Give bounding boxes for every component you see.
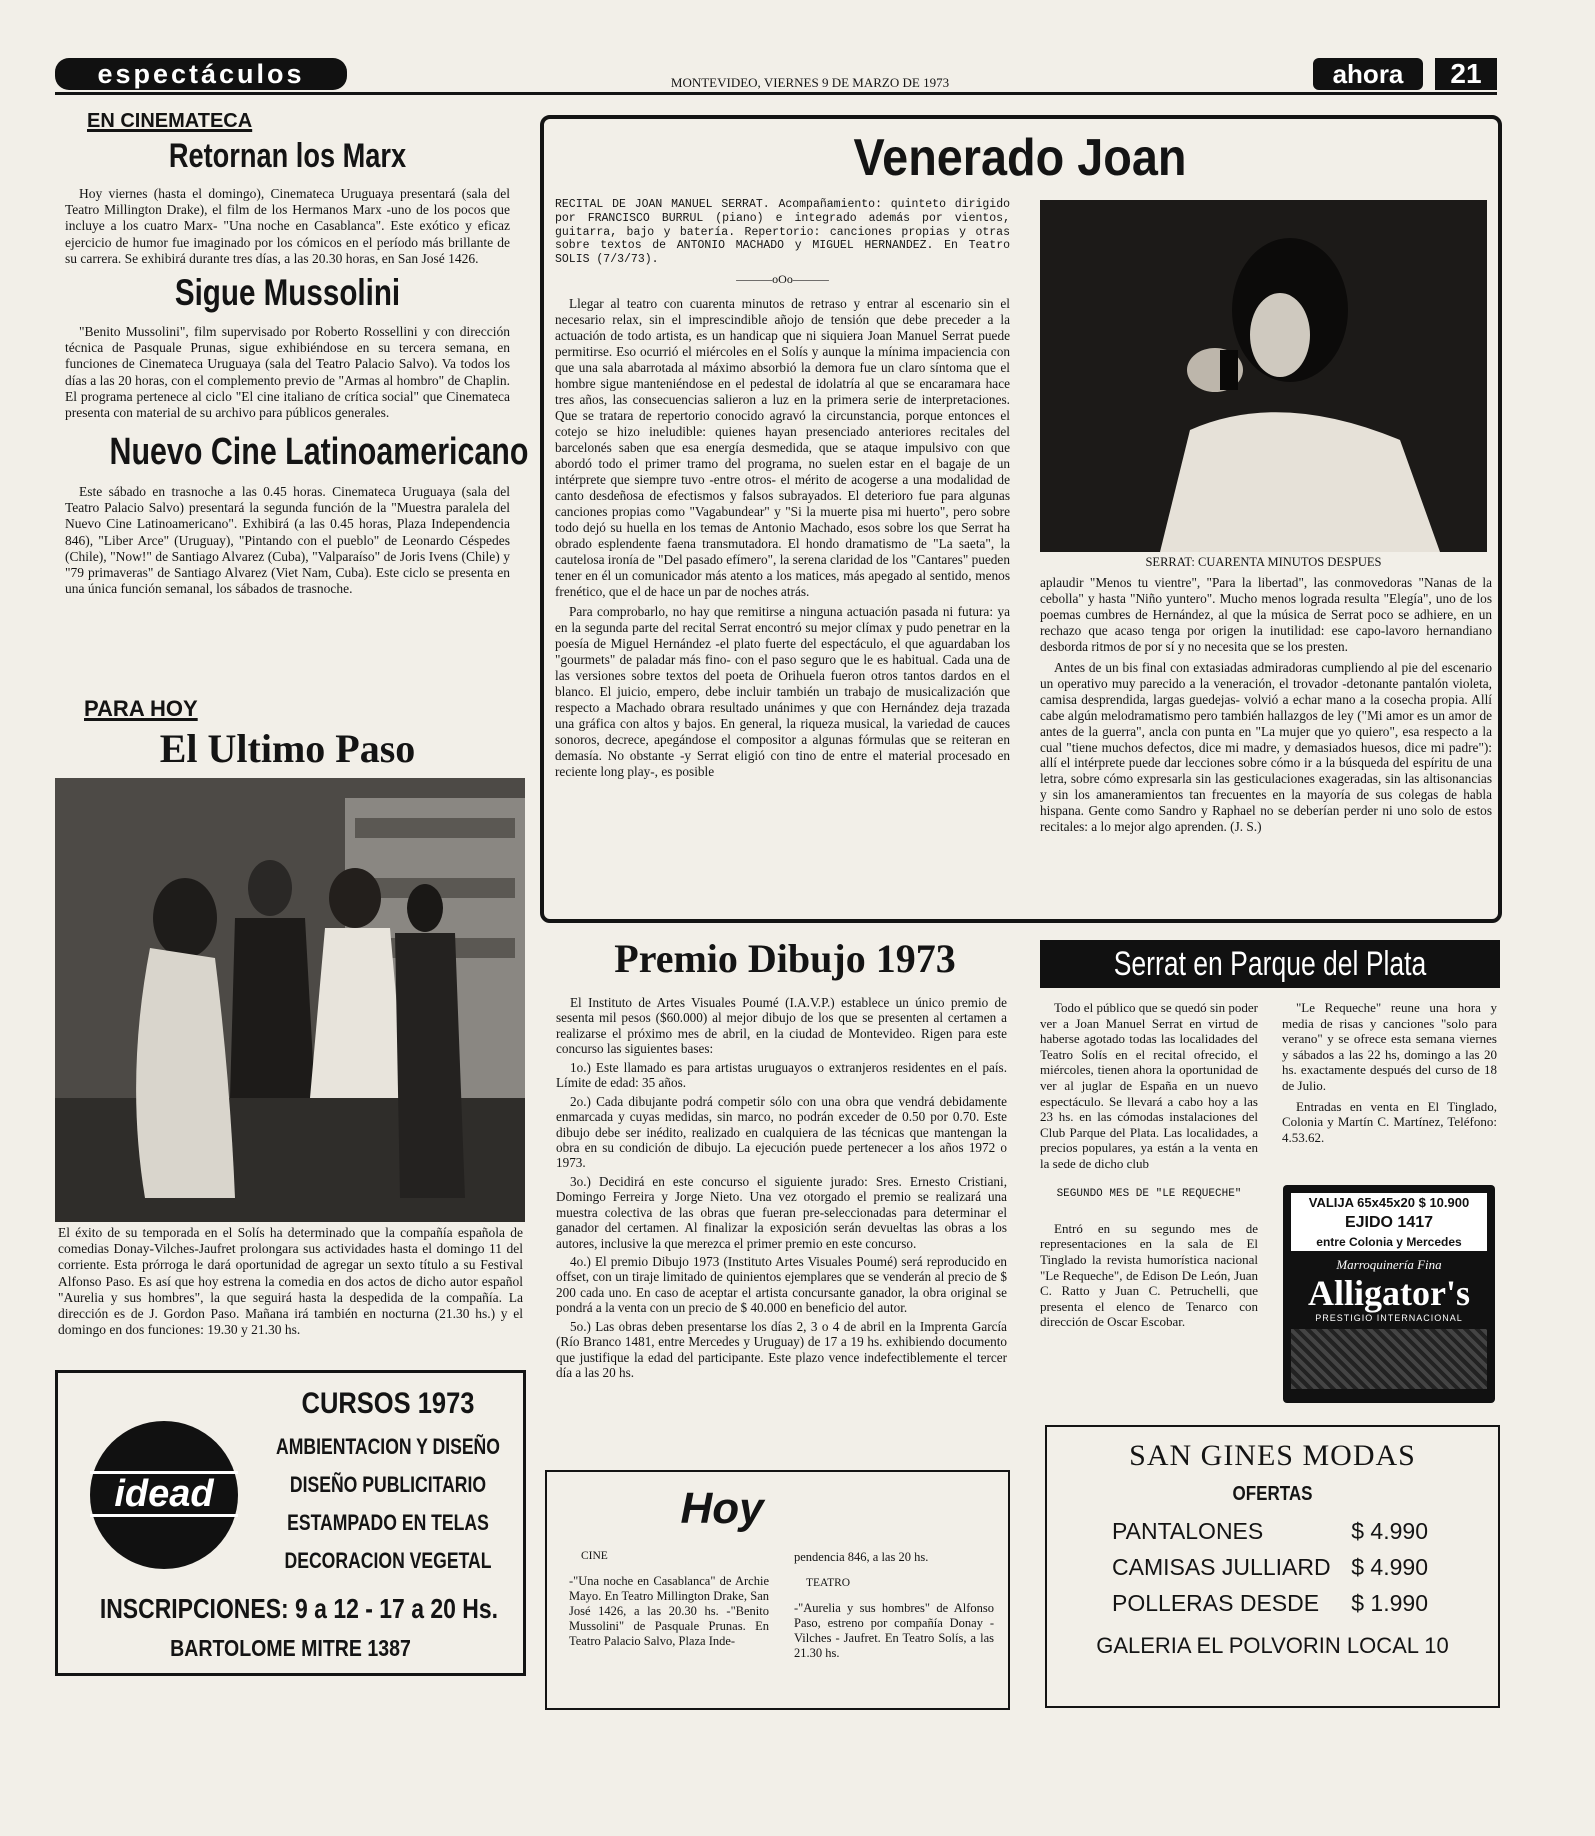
play-caption: [58, 1225, 523, 1343]
alligator-cross-streets: entre Colonia y Mercedes: [1291, 1233, 1487, 1251]
page-number: 21: [1435, 58, 1497, 90]
parque-banner: [1040, 940, 1500, 988]
item-name: POLLERAS DESDE: [1112, 1590, 1320, 1616]
article-latinoamericano-text: Este sábado en trasnoche a las 0.45 horas. Cinemateca Uruguaya (sala del Teatro Palacio Salvo) presentará la segunda función de la "Muestra paralela del Nuevo Cine Latinoamericano". Exhibirá (a las 0.45 horas, Plaza Independencia 846), "Liber Arce" (Uruguay), "Pintando con el pueblo" de Leonardo Céspedes (Chile), "Now!" de Santiago Alvarez (Cuba), "Valparaíso" de Joris Ivens (Chile) y "79 primaveras" de Santiago Alvarez (Viet Nam, Cuba). Este ciclo se presenta en una única función semanal, los sábados de trasnoche.: [65, 484, 510, 597]
headline-parque: Serrat en Parque del Plata: [1113, 945, 1427, 983]
idead-title: CURSOS 1973: [301, 1387, 475, 1420]
idead-address: BARTOLOME MITRE 1387: [170, 1635, 411, 1661]
headline-premio-dibujo: Premio Dibujo 1973: [614, 936, 956, 981]
course-1: AMBIENTACION Y DISEÑO: [276, 1434, 500, 1459]
hoy-cine-text: -"Una noche en Casablanca" de Archie Mayo. En Teatro Millington Drake, San José 1426, a las 20.30 hs. -"Benito Mussolini" de Pasquale Prunas. En Teatro Palacio Salvo, Plaza Inde-: [569, 1573, 769, 1648]
alligator-texture: [1291, 1329, 1487, 1389]
item-name: CAMISAS JULLIARD: [1112, 1554, 1331, 1580]
idead-logo-text: idead: [90, 1471, 238, 1517]
joan-column-2: [1040, 575, 1492, 840]
san-gines-price-list: [1112, 1518, 1428, 1617]
san-gines-footer: GALERIA EL POLVORIN LOCAL 10: [1096, 1633, 1449, 1658]
paper-name: ahora: [1313, 58, 1423, 90]
joan-column-1: [555, 198, 1010, 785]
play-caption-text: El éxito de su temporada en el Solís ha determinado que la compañía española de comedias Donay-Vilches-Jaufret prolongara sus actividades hasta el domingo 11 del corriente. Esta prórroga le dará oportunidad de agregar un sexto título a su Festival Alfonso Paso. Es así que hoy estrena la comedia en dos actos de dicho autor español "Aurelia y sus hombres", la que seguirá hasta la despedida de la compañía. La dirección es de J. Gordon Paso. Mañana irá también en nocturna (21.30 hs.) y el domingo en dos funciones: 19.30 y 21.30 hs.: [58, 1225, 523, 1338]
para-hoy-kicker: PARA HOY: [84, 696, 198, 721]
idead-ad: [55, 1370, 526, 1676]
item-name: PANTALONES: [1112, 1518, 1264, 1544]
san-gines-ofertas: OFERTAS: [1232, 1483, 1313, 1505]
price-row-polleras: [1112, 1590, 1428, 1617]
hoy-cine-label: CINE: [581, 1550, 608, 1562]
premio-paragraph-4: 3o.) Decidirá en este concurso el siguiente jurado: Sres. Ernesto Cristiani, Domingo Ferreira y Jorge Nieto. Una vez otorgado el premio se realizará una muestra colectiva de las obras que fueran pre-seleccionadas para determinar el ganador del certamen. Al finalizar la exposición serán devueltas las obras a los autores, inclusive la que merezca el primer premio en este concurso.: [556, 1173, 1007, 1251]
item-price: $ 4.990: [1351, 1518, 1428, 1544]
requeche-paragraph-3: Entradas en venta en El Tinglado, Colonia y Martín C. Martínez, Teléfono: 4.53.62.: [1282, 1098, 1497, 1145]
dateline: MONTEVIDEO, VIERNES 9 DE MARZO DE 1973: [670, 75, 950, 90]
article-mussolini-text: "Benito Mussolini", film supervisado por Roberto Rossellini y con dirección técnica de Pasquale Prunas, sigue exhibiéndose en su tercera semana, en funciones de Cinemateca Uruguaya (sala del Teatro Palacio Salvo). Va todos los días a las 20 horas, con el complemento previo de "Armas al hombro" de Chaplin. El programa pertenece al ciclo "El cine italiano de crítica social" que Cinemateca presenta con material de su archivo para públicos generales.: [65, 323, 510, 420]
premio-paragraph-1: El Instituto de Artes Visuales Poumé (I.A.V.P.) establece un único premio de sesenta mil pesos ($60.000) al mejor dibujo de los que se presenten al certamen a realizarse el próximo mes de abril, en la ciudad de Montevideo. Rigen para este concurso las siguientes bases:: [556, 995, 1007, 1057]
article-marx-text: Hoy viernes (hasta el domingo), Cinemateca Uruguaya presentará (sala del Teatro Millington Drake), el film de los Hermanos Marx -uno de los pocos que incluye a los cuatro Marx- "Una noche en Casablanca". Este exótico y eficaz ejercicio de humor fue imaginado por los cómicos en el período más brillante de su carrera. Se exhibirá durante tres días, a las 20.30 horas, en San José 1426.: [65, 186, 510, 266]
hoy-col-1: [569, 1550, 769, 1649]
alligator-brand: Alligator's: [1308, 1273, 1470, 1313]
hoy-col-2: [794, 1550, 994, 1661]
course-3: ESTAMPADO EN TELAS: [287, 1510, 489, 1535]
header-rule: [55, 92, 1497, 95]
requeche-paragraph-1: Entró en su segundo mes de representaciones en la sala de El Tinglado la revista humorística nacional "Le Requeche", de Edison De León, Juan C. Ratto y Juan C. Petruchelli, que presenta el elenco de Tenarco con dirección de Oscar Escobar.: [1040, 1220, 1258, 1330]
idead-logo: [90, 1421, 238, 1569]
course-4: DECORACION VEGETAL: [284, 1548, 492, 1573]
idead-courses: [248, 1428, 528, 1580]
headline-mussolini: Sigue Mussolini: [174, 271, 401, 313]
cinemateca-column: [65, 110, 529, 602]
hoy-title: Hoy: [680, 1484, 764, 1533]
serrat-image: [1040, 200, 1487, 552]
alligator-tagline: Marroquinería Fina: [1336, 1257, 1442, 1272]
serrat-photo-caption: SERRAT: CUARENTA MINUTOS DESPUES: [1145, 555, 1382, 569]
joan-credits: RECITAL DE JOAN MANUEL SERRAT. Acompañamiento: quinteto dirigido por FRANCISCO BURRUL (piano) e integrado además por vientos, guitarra, bajo y batería. Repertorio: canciones propias y otras sobre textos de ANTONIO MACHADO y MIGUEL HERNANDEZ. En Teatro SOLIS (7/3/73).: [555, 198, 1010, 267]
hoy-box: [545, 1470, 1010, 1710]
cinemateca-kicker: EN CINEMATECA: [87, 110, 253, 132]
premio-paragraph-2: 1o.) Este llamado es para artistas uruguayos o extranjeros residentes en el país. Límite de edad: 35 años.: [556, 1059, 1007, 1091]
parque-paragraph-1: Todo el público que se quedó sin poder ver a Joan Manuel Serrat en virtud de haberse agotado todas las localidades del Teatro Solís en el recital ofrecido, el miércoles, tienen ahora la oportunidad de ver al juglar de España en un nuevo espectáculo. Se llevará a cabo hoy a las 23 hs. en las cómodas instalaciones del Club Parque del Plata. Las localidades, a precios populares, ya están a la venta en la sede de dicho club: [1040, 1000, 1258, 1171]
joan-separator: ———oOo———: [736, 271, 829, 286]
headline-ultimo-paso: El Ultimo Paso: [159, 726, 416, 771]
section-badge: espectáculos: [55, 58, 347, 90]
article-marx: [65, 186, 510, 267]
article-latinoamericano: [65, 484, 510, 597]
alligator-prestigio: PRESTIGIO INTERNACIONAL: [1315, 1313, 1463, 1323]
hoy-teatro-text: -"Aurelia y sus hombres" de Alfonso Paso, estreno por compañía Donay - Vilches - Jaufret. En Teatro Solís, a las 21.30 hs.: [794, 1600, 994, 1660]
parque-column-2: [1282, 1000, 1497, 1150]
headline-latinoamericano: Nuevo Cine Latinoamericano: [109, 431, 529, 474]
san-gines-ad: [1045, 1425, 1500, 1708]
play-photo: [55, 778, 525, 1222]
serrat-photo: [1040, 200, 1487, 552]
alligator-ad: [1283, 1185, 1495, 1403]
price-row-camisas: [1112, 1554, 1428, 1581]
course-2: DISEÑO PUBLICITARIO: [289, 1472, 487, 1497]
play-scene-image: [55, 778, 525, 1222]
headline-venerado-joan: Venerado Joan: [853, 129, 1187, 187]
requeche-paragraph-2: "Le Requeche" reune una hora y media de risas y canciones "solo para verano" y se ofrece esta semana viernes y sábados a las 22 hs, domingo a las 20 hs. exactamente después del curso de 18 de Julio.: [1282, 1000, 1497, 1093]
article-mussolini: [65, 324, 510, 421]
idead-inscriptions: INSCRIPCIONES: 9 a 12 - 17 a 20 Hs.: [99, 1593, 498, 1624]
premio-paragraph-5: 4o.) El premio Dibujo 1973 (Instituto Artes Visuales Poumé) será reproducido en offset, con un tiraje limitado de quinientos ejemplares que se venderán al precio de $ 200 cada uno. En caso de aceptar el artista concursante ganador, la obra original se pondrá a la venta con un precio de $ 40.000 en beneficio del autor.: [556, 1254, 1007, 1316]
joan-paragraph-2: Para comprobarlo, no hay que remitirse a ninguna actuación pasada ni futura: ya en la segunda parte del recital Serrat encontró su mejor clímax y pudo penetrar en la poesía de Miguel Hernández -el plato fuerte del espectáculo, el que aguardaban los "gourmets" de paladar más fino- con el paso seguro que le es habitual. Cada una de las versiones sobre textos del poeta de Orihuela fueron otros tantos dardos en el blanco. El juicio, empero, debe incluir también un trabajo de musicalización que respecto a Machado obrara resultado unánimes y que con Hernández deja trazada una gráfica con altos y bajos. En general, la riqueza musical, la variedad de cauces sonoros, decrece, apegándose el compositor a algunas fórmulas que se reiteran en demasía. No obstante -y Serrat eligió con tino de entre el material procesado en reciente long play-, es posible: [555, 604, 1010, 780]
joan-paragraph-4: Antes de un bis final con extasiadas admiradoras cumpliendo al pie del escenario un operativo muy parecido a la veneración, el trovador -detonante pantalón violeta, camisa desprendida, largas guedejas- volvió a echar mano a la cosecha propia. Allí cabe algún melodramatismo pero también hallazgos de ley ("Mi amor es un amor de antes de la guerra", ancla con punta en "La mujer que yo quiero", esa respecto a la cual "tiene muchos defectos, dice mi madre, y demasiados huesos, dice mi padre"): allí el intérprete puede dar lecciones sobre cómo ir a la búsqueda del espíritu de una letra, sobre cómo expresarla sin las gesticulaciones exageradas, sin las altisonancias y sin los amaneramientos tan frecuentes en la mayoría de sus colegas de habla hispana. Gente como Sandro y Raphael no se deberían perder ni uno solo de estos recitales: a lo mejor algo aprenden. (J. S.): [1040, 659, 1492, 835]
premio-paragraph-3: 2o.) Cada dibujante podrá competir sólo con una obra que vendrá debidamente enmarcada y cuyas medidas, sin marco, no podrán exceder de 0.50 por 0.70. Este dibujo debe ser inédito, realizado en cualquiera de las técnicas que mantengan la obra en su condición de dibujo. La ejecución puede pertenecer a los años 1972 o 1973.: [556, 1093, 1007, 1171]
joan-paragraph-3: aplaudir "Menos tu vientre", "Para la libertad", las conmovedoras "Nanas de la cebolla" y hasta "Niño yuntero". Mucho menos lograda resulta "Elegía", uno de los poemas cumbres de Hernández, al que la música de Serrat poco se adhiere, en un rechazo que acaso tenga por origen la inutilidad: ese capo-lavoro hernandiano desborda ritmos de por sí y no necesita que se los presten.: [1040, 575, 1492, 654]
premio-paragraph-6: 5o.) Las obras deben presentarse los días 2, 3 o 4 de abril en la Imprenta García (Río Branco 1481, entre Mercedes y Uruguay) de 17 a 19 hs. exhibiendo documento que justifique la edad del participante. Este plazo vence indefectiblemente el tercer día a las 20 hs.: [556, 1318, 1007, 1381]
headline-marx: Retornan los Marx: [168, 137, 407, 175]
alligator-valija: VALIJA 65x45x20 $ 10.900: [1291, 1193, 1487, 1213]
alligator-address: EJIDO 1417: [1291, 1213, 1487, 1233]
san-gines-title: SAN GINES MODAS: [1129, 1439, 1416, 1472]
requeche-subhead: SEGUNDO MES DE "LE REQUECHE": [1056, 1187, 1242, 1200]
parque-column-1: [1040, 1000, 1258, 1335]
hoy-teatro-label: TEATRO: [806, 1577, 851, 1589]
item-price: $ 4.990: [1351, 1554, 1428, 1580]
price-row-pantalones: [1112, 1518, 1428, 1545]
joan-paragraph-1: Llegar al teatro con cuarenta minutos de retraso y entrar al escenario sin el necesario relax, sin el imprescindible añojo de tensión que debe preceder a la actuación de todo artista, es un handicap que ni siquiera Joan Manuel Serrat puede permitirse. Eso ocurrió el miércoles en el Solís y aunque la mínima impaciencia con que una sala abarrotada al máximo absorbió la demora fue un claro síntoma que el hombre sigue manteniéndose en el pedestal de idolatría al que se encaramara hace tres años, las consecuencias salieron a luz en la primera serie de interpretaciones. Que se tratara de repertorio conocido agravó la circunstancia, porque entonces el cotejo se hizo ineludible: quienes hayan presenciado anteriores recitales del barcelonés saben que esa energía desmedida, que se ataque impulsivo con que abordó todo el primer tramo del programa, no suelen estar en el bagaje de un intérprete que siempre tuvo -entre otros- el mérito de acogerse a una modalidad de canto desdeñosa de efectismos y falsos subrayados. El deterioro fue para algunas canciones propias como "Vagabundear" y "Si la muerte pisa mi huerto", pero sobre todo dejó su huella en los temas de Antonio Machado, esos sobre los que Serrat ha obrado esplendente faena transmutadora. El hondo dramatismo de "La saeta", la cautelosa ironía de "Del pasado efímero", la serena claridad de los "Cantares" pueden tener en él un comunicador más atento a los matices, más apegado al sentido, menos frenético, que el de hace un par de noches atrás.: [555, 296, 1010, 599]
hoy-cine-continued: pendencia 846, a las 20 hs.: [794, 1550, 929, 1564]
premio-article: [556, 995, 1007, 1386]
item-price: $ 1.990: [1351, 1590, 1428, 1616]
